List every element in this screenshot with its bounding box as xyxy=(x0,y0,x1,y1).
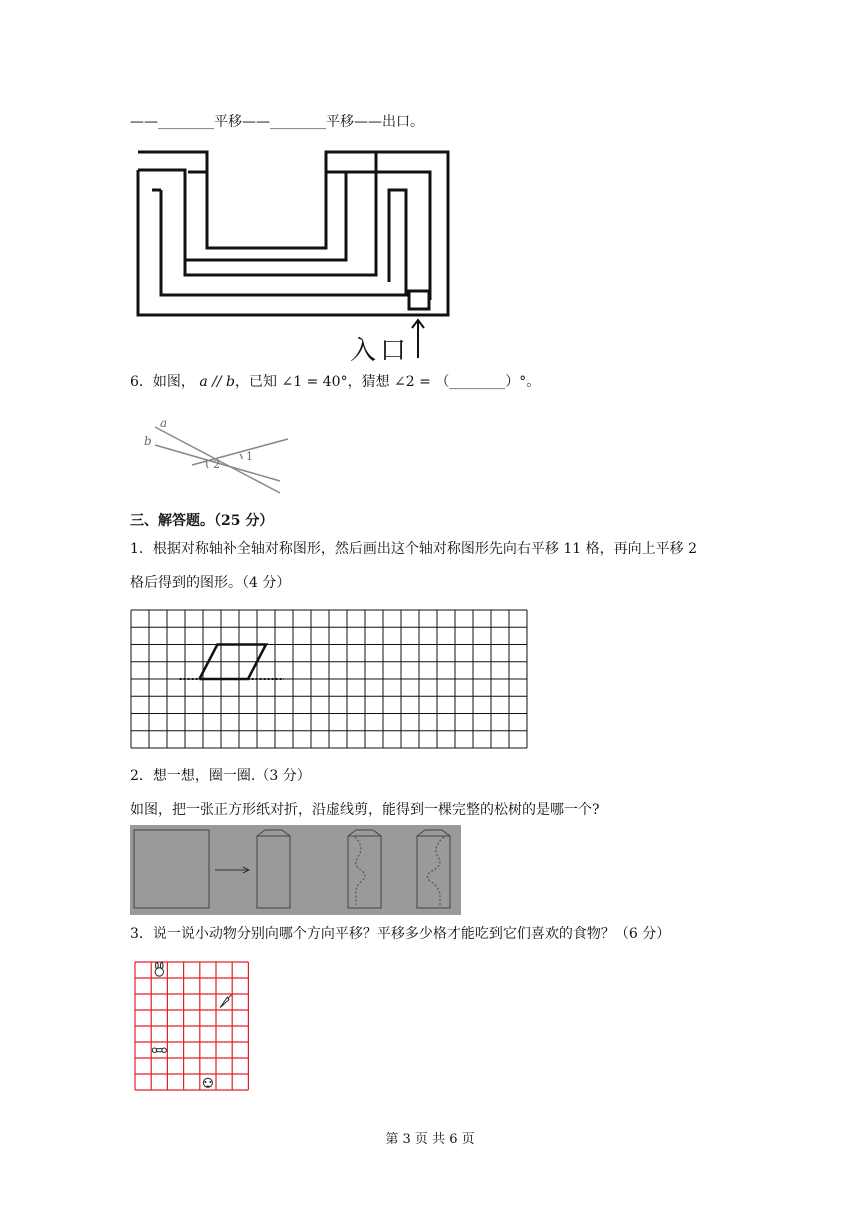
answer-blank-1[interactable]: ________ xyxy=(158,114,214,130)
dog-icon xyxy=(203,1078,212,1087)
answer-blank-2[interactable]: ________ xyxy=(270,114,326,130)
question-3-title: 3．说一说小动物分别向哪个方向平移？平移多少格才能吃到它们喜欢的食物？（6 分） xyxy=(130,926,671,942)
route-line: ——________平移——________平移——出口。 xyxy=(130,114,424,130)
rabbit-icon xyxy=(155,963,163,977)
entrance-arrow-icon xyxy=(410,318,426,360)
question-2-title: 2．想一想，圈一圈.（3 分） xyxy=(130,768,311,784)
maze-entrance-label: 入口 xyxy=(350,336,411,366)
label-b: b xyxy=(144,434,152,448)
question-1-line2: 格后得到的图形。（4 分） xyxy=(130,575,291,591)
label-a: a xyxy=(160,416,168,430)
question-1-line1: 1．根据对称轴补全轴对称图形，然后画出这个轴对称图形先向右平移 11 格，再向上平移 2 xyxy=(130,541,697,557)
question-2-desc: 如图，把一张正方形纸对折，沿虚线剪，能得到一棵完整的松树的是哪一个? xyxy=(130,802,600,818)
animal-grid xyxy=(134,961,250,1091)
answer-blank-angle[interactable]: （________）°。 xyxy=(435,374,541,390)
paper-folding-figure xyxy=(130,825,461,915)
carrot-icon xyxy=(220,995,231,1008)
question-6: 6．如图， a // b，已知 ∠1 = 40°，猜想 ∠2 = （________）°。 xyxy=(130,374,541,390)
square-paper xyxy=(134,830,209,908)
parallel-lines-figure xyxy=(140,415,300,500)
angle-2-label: 2 xyxy=(213,458,220,471)
page-footer: 第 3 页 共 6 页 xyxy=(385,1132,475,1147)
symmetry-grid xyxy=(130,609,526,749)
section-title: 三、解答题。（25 分） xyxy=(130,513,274,529)
bone-icon xyxy=(152,1048,166,1052)
angle-1-label: 1 xyxy=(246,450,253,463)
